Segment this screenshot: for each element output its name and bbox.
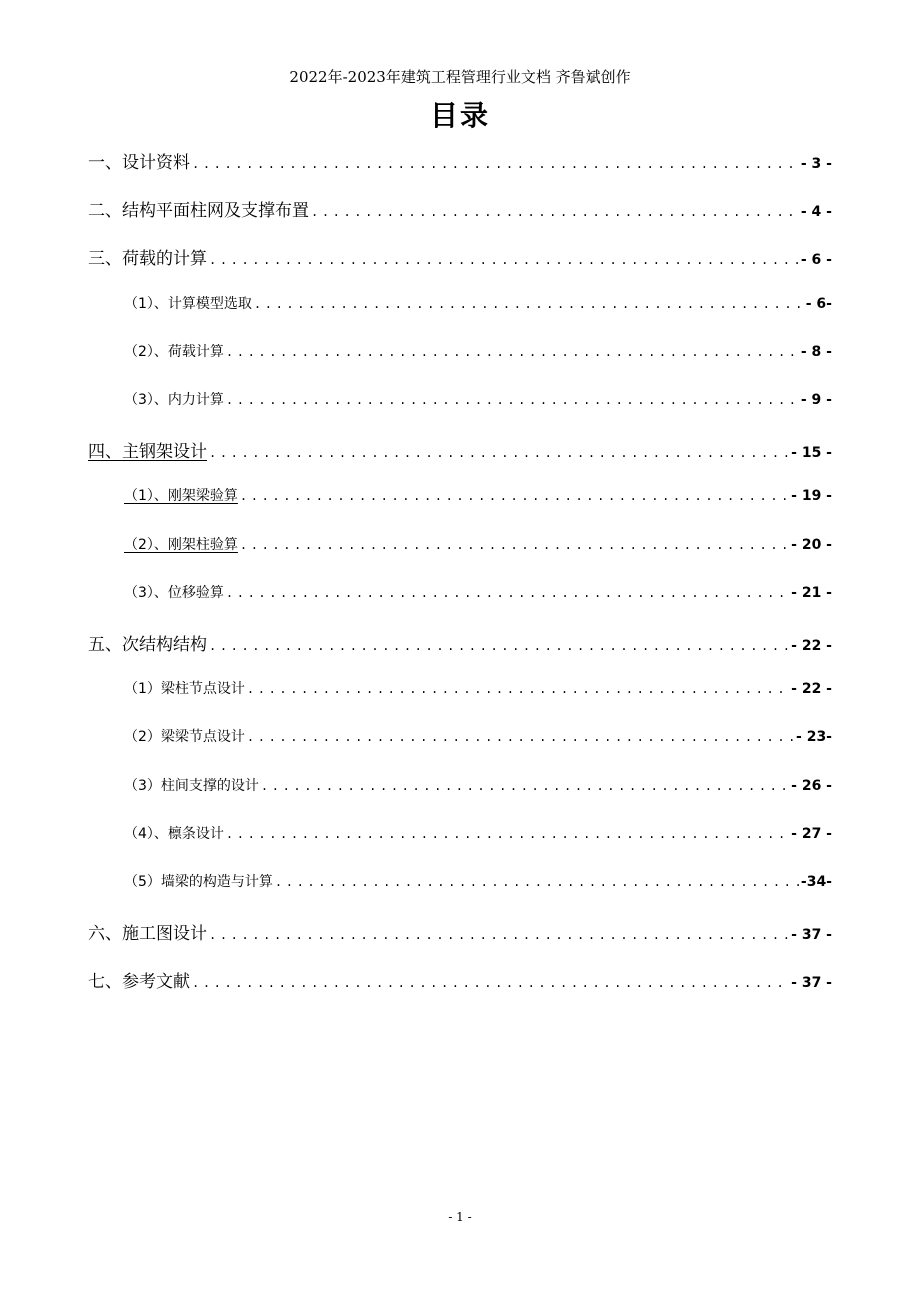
toc-entry-label: 二、结构平面柱网及支撑布置	[88, 201, 309, 222]
toc-entry-label: （1）、刚架梁验算	[124, 488, 238, 505]
toc-leader-dots	[311, 205, 799, 219]
toc-leader-dots	[226, 827, 789, 841]
toc-entry-page: -34-	[800, 874, 832, 890]
toc-entry-page: - 19 -	[791, 488, 832, 505]
toc-entry[interactable]	[88, 244, 832, 269]
toc-entry-page: - 22 -	[791, 638, 832, 654]
toc-entry[interactable]	[88, 437, 832, 462]
toc-entry-label: （3）、位移验算	[124, 584, 224, 601]
toc-entry-page: - 22 -	[791, 681, 832, 698]
toc-entry-page: - 6-	[805, 295, 832, 312]
toc-entry-page: - 37 -	[791, 927, 832, 944]
toc-entry-label: 三、荷载的计算	[88, 249, 207, 270]
toc-leader-dots	[240, 538, 789, 552]
toc-entry[interactable]	[88, 630, 832, 655]
toc-entry-page: - 15 -	[791, 445, 832, 462]
toc-leader-dots	[226, 345, 799, 359]
toc-entry-label: （4）、檩条设计	[124, 825, 224, 842]
page-title: 目录	[429, 99, 490, 132]
toc-entry-page: - 4 -	[800, 204, 832, 221]
toc-entry-page: - 27 -	[791, 825, 832, 842]
toc-entry-page: - 20 -	[791, 536, 832, 553]
toc-entry-label: （1）梁柱节点设计	[124, 681, 245, 698]
toc-entry-page: - 26 -	[791, 777, 832, 794]
toc-entry-page: - 23-	[796, 729, 832, 746]
toc-leader-dots	[192, 976, 789, 990]
toc-entry-label: 七、参考文献	[88, 972, 190, 993]
toc-entry[interactable]	[124, 389, 832, 409]
toc-entry-page: - 3 -	[800, 156, 832, 172]
toc-entry-page: - 37 -	[791, 975, 832, 992]
toc-leader-dots	[192, 157, 799, 171]
toc-leader-dots	[247, 682, 789, 696]
toc-entry-label: 一、设计资料	[88, 153, 190, 173]
toc-entry-label: （3）、内力计算	[124, 392, 224, 408]
toc-leader-dots	[254, 297, 804, 311]
toc-entry[interactable]	[124, 582, 832, 602]
toc-entry[interactable]	[124, 534, 832, 554]
toc-entry-label: （5）墙梁的构造与计算	[124, 874, 273, 890]
toc-entry-page: - 21 -	[791, 584, 832, 601]
toc-leader-dots	[209, 928, 789, 942]
toc-entry[interactable]	[88, 196, 832, 221]
toc-entry[interactable]	[88, 967, 832, 992]
toc-leader-dots	[226, 393, 799, 407]
toc-entry-label: 六、施工图设计	[88, 924, 207, 945]
toc-entry[interactable]	[124, 775, 832, 795]
toc-leader-dots	[275, 875, 799, 889]
toc-entry[interactable]	[124, 823, 832, 843]
toc-entry-label: （2）、刚架柱验算	[124, 536, 238, 553]
toc-entry-page: - 8 -	[800, 343, 832, 360]
toc-leader-dots	[209, 253, 799, 267]
toc-entry-page: - 9 -	[800, 392, 832, 408]
toc-leader-dots	[209, 446, 789, 460]
toc-entry[interactable]	[88, 148, 832, 173]
toc-leader-dots	[226, 586, 789, 600]
toc-leader-dots	[247, 730, 794, 744]
page-number: - 1 -	[448, 1210, 472, 1224]
toc-entry-label: （2）梁梁节点设计	[124, 729, 245, 746]
toc-entry-label: （2）、荷载计算	[124, 343, 224, 360]
toc-entry-page: - 6 -	[800, 252, 832, 269]
toc-entry[interactable]	[124, 726, 832, 746]
toc-entry[interactable]	[124, 293, 832, 313]
toc-entry-label: （1）、计算模型选取	[124, 295, 252, 312]
toc-entry[interactable]	[124, 678, 832, 698]
toc-entry-label: （3）柱间支撑的设计	[124, 777, 259, 794]
toc-entry-label: 四、主钢架设计	[88, 442, 207, 463]
page-header: 2022年-2023年建筑工程管理行业文档 齐鲁斌创作	[289, 68, 631, 86]
toc-entry[interactable]	[124, 485, 832, 505]
toc-entry[interactable]	[124, 341, 832, 361]
toc-entry[interactable]	[124, 871, 832, 891]
toc-leader-dots	[209, 639, 789, 653]
toc-entry-label: 五、次结构结构	[88, 635, 207, 655]
toc-entry[interactable]	[88, 919, 832, 944]
toc-leader-dots	[261, 779, 789, 793]
toc-leader-dots	[240, 489, 789, 503]
